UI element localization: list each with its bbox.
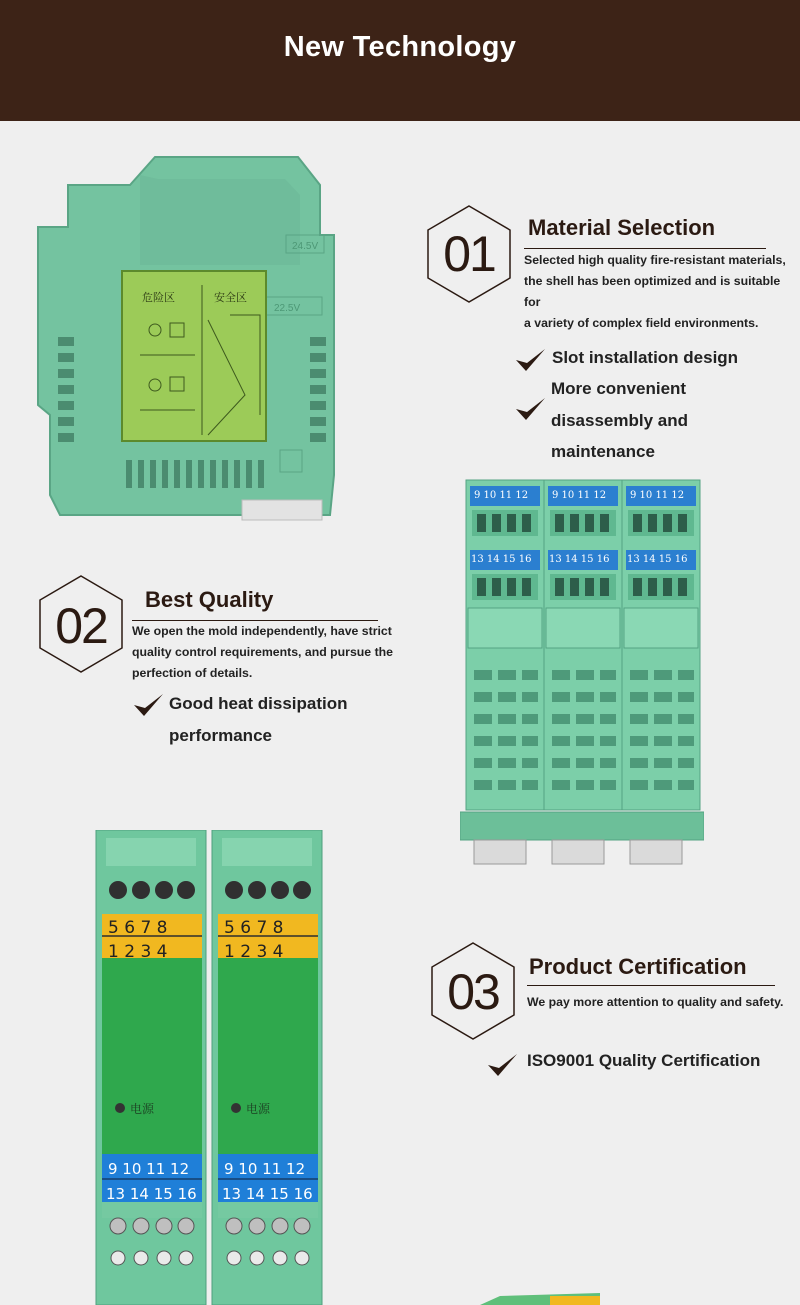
voltage-label-b: 22.5V	[274, 303, 301, 314]
section-title-product-certification: Product Certification	[529, 954, 747, 979]
section-description-02: We open the mold independently, have strict quality control requirements, and pursue the perfection of details.	[132, 624, 394, 680]
svg-text:13 14 15 16: 13 14 15 16	[106, 1185, 197, 1203]
section-title-best-quality: Best Quality	[145, 587, 274, 612]
feature-iso9001: ISO9001 Quality Certification	[527, 1051, 761, 1070]
check-icon	[514, 347, 546, 373]
safe-zone-label: 安全区	[214, 291, 247, 304]
section-title-material-selection: Material Selection	[528, 215, 716, 240]
svg-text:1 2 3 4: 1 2 3 4	[224, 942, 284, 962]
svg-text:9 10 11 12: 9 10 11 12	[552, 490, 607, 501]
section-description-03: We pay more attention to quality and safety.	[527, 995, 784, 1009]
section-description-01: Selected high quality fire-resistant materials, the shell has been optimized and is suitable for a variety of complex field environments.	[524, 253, 786, 330]
svg-text:1 2 3 4: 1 2 3 4	[108, 942, 168, 962]
svg-text:13 14 15 16: 13 14 15 16	[627, 554, 688, 565]
page-header	[0, 0, 800, 121]
section-number-02: 02	[55, 598, 107, 654]
section-divider	[527, 985, 775, 986]
section-number-03: 03	[447, 964, 499, 1020]
two-modules-front-view-image	[94, 830, 328, 1305]
svg-text:9 10 11 12: 9 10 11 12	[224, 1160, 306, 1178]
danger-zone-label: 危险区	[142, 291, 175, 304]
svg-text:13 14 15 16: 13 14 15 16	[549, 554, 610, 565]
circuit-board-edge-image	[480, 1293, 600, 1305]
check-icon	[486, 1052, 518, 1078]
feature-slot-installation: Slot installation design	[552, 348, 739, 367]
power-label-left: 电源	[130, 1102, 155, 1116]
three-modules-on-rail-image	[460, 476, 704, 872]
feature-heat-dissipation: Good heat dissipation performance	[169, 694, 348, 745]
svg-text:5 6 7 8: 5 6 7 8	[224, 918, 284, 938]
feature-convenient-maintenance: More convenient disassembly and maintenance	[551, 379, 689, 461]
svg-text:5 6 7 8: 5 6 7 8	[108, 918, 168, 938]
power-label-right: 电源	[246, 1102, 271, 1116]
svg-text:9 10 11 12: 9 10 11 12	[108, 1160, 190, 1178]
svg-text:13 14 15 16: 13 14 15 16	[222, 1185, 313, 1203]
voltage-label-a: 24.5V	[292, 241, 319, 252]
svg-text:9 10 11 12: 9 10 11 12	[474, 490, 529, 501]
check-icon	[514, 396, 546, 422]
section-number-01: 01	[443, 226, 495, 282]
svg-text:9 10 11 12: 9 10 11 12	[630, 490, 685, 501]
section-divider	[524, 248, 766, 249]
isolator-side-view-image	[30, 155, 350, 525]
check-icon	[132, 692, 164, 718]
svg-text:13 14 15 16: 13 14 15 16	[471, 554, 532, 565]
page-title: New Technology	[283, 31, 517, 63]
